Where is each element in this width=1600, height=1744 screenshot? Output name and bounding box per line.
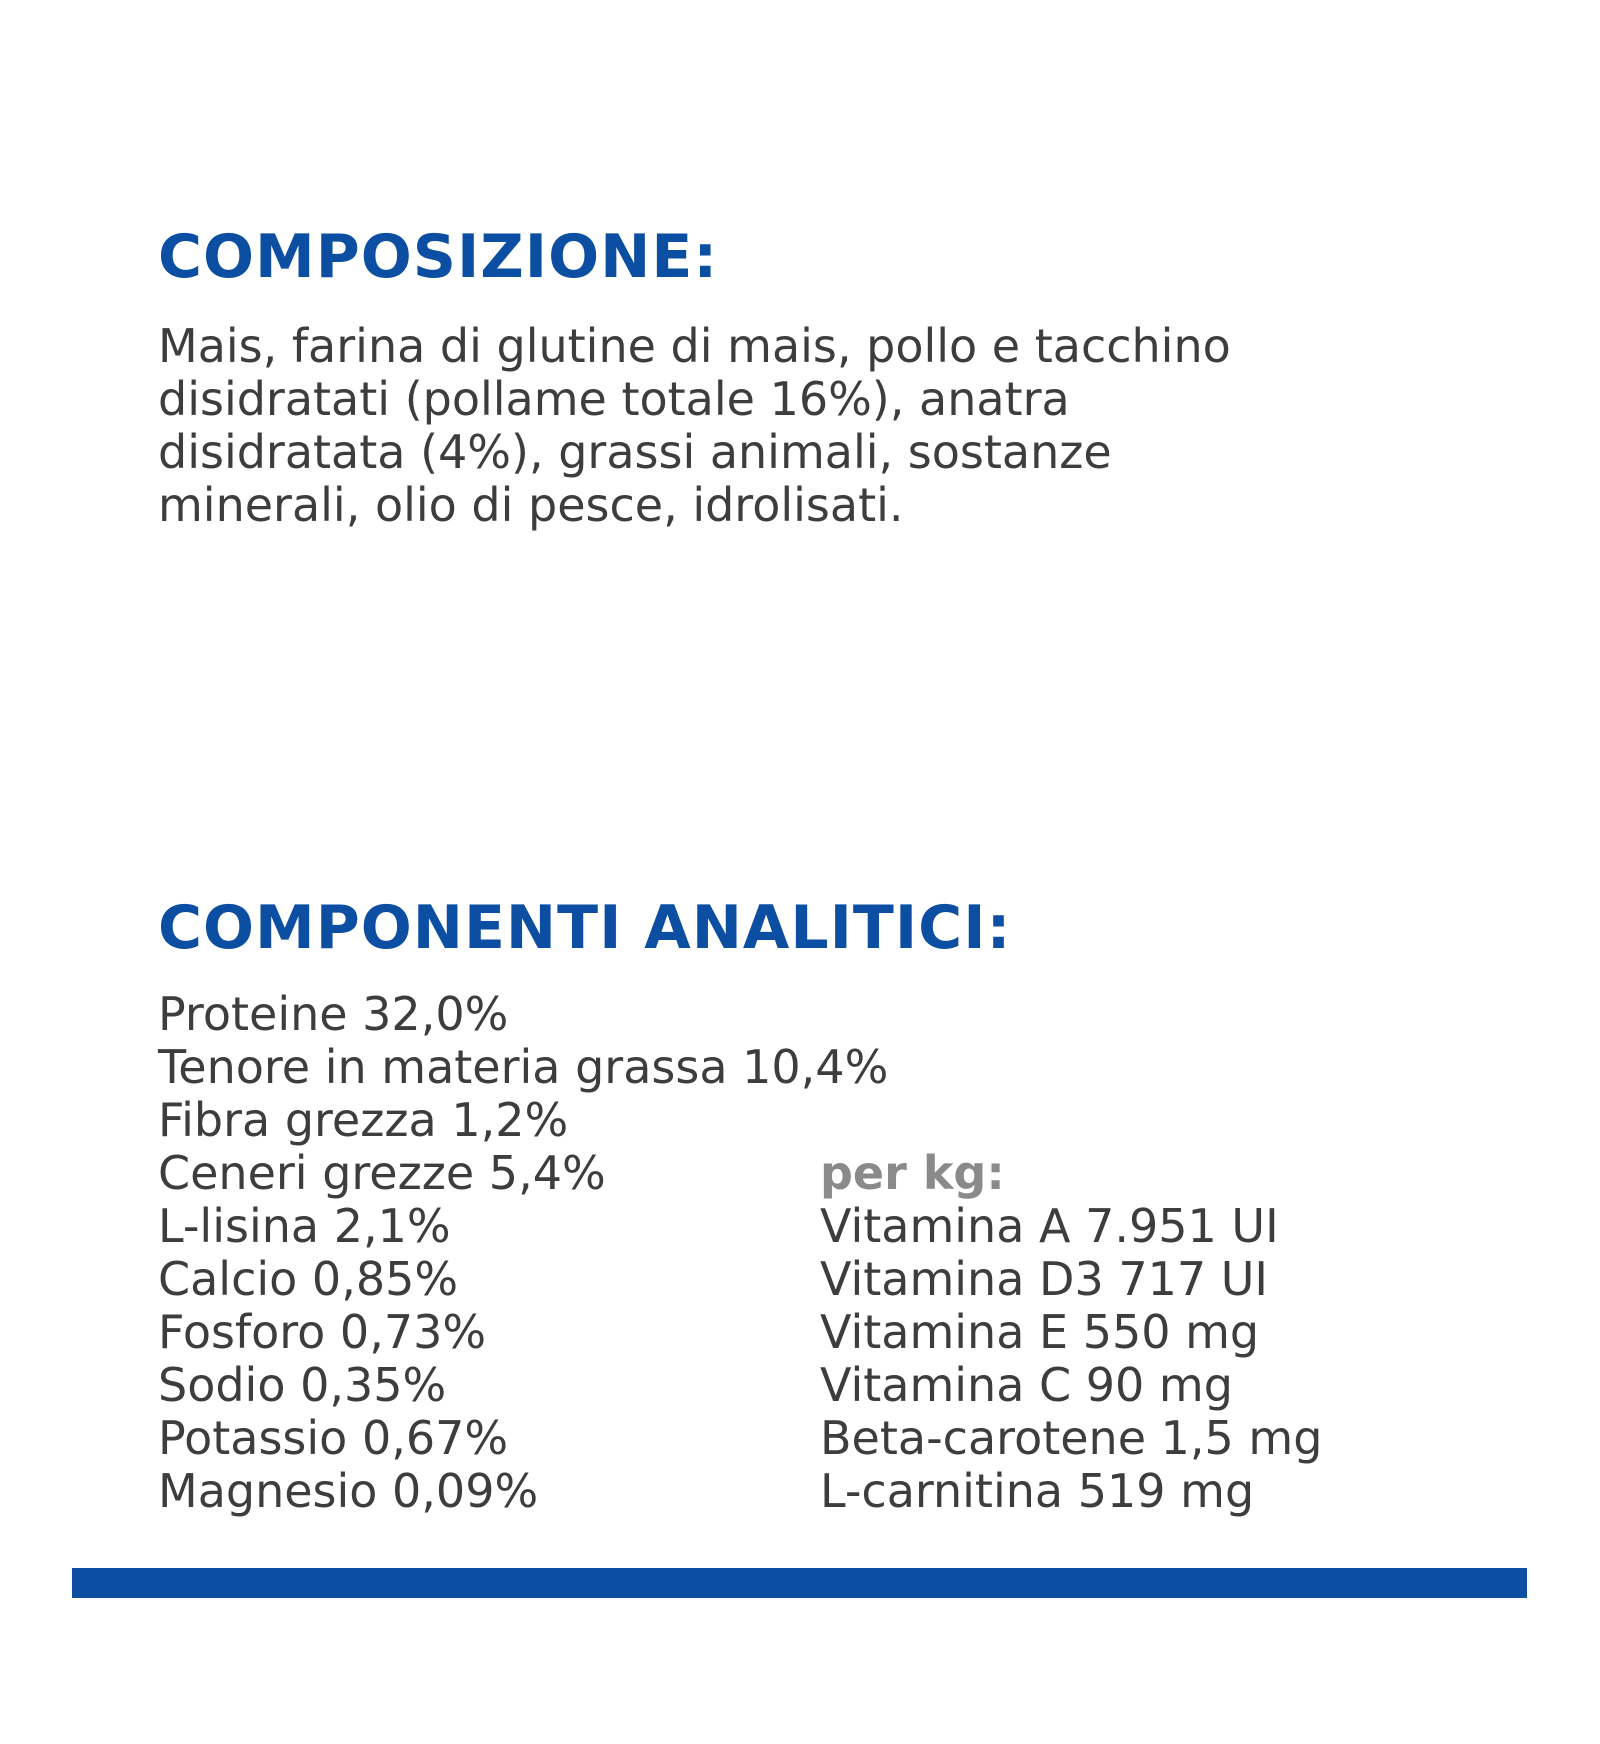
analytical-component-item: Ceneri grezze 5,4% — [158, 1146, 606, 1200]
per-kg-list — [820, 1147, 1322, 1518]
per-kg-label: per kg: — [820, 1146, 1005, 1200]
vitamin-item: Vitamina C 90 mg — [820, 1358, 1233, 1412]
footer-divider-bar — [72, 1568, 1527, 1598]
analytical-component-item: Magnesio 0,09% — [158, 1464, 539, 1518]
vitamin-item: Vitamina E 550 mg — [820, 1305, 1260, 1359]
composizione-line: minerali, olio di pesce, idrolisati. — [158, 478, 904, 532]
composizione-line: disidratata (4%), grassi animali, sostanze — [158, 425, 1112, 479]
analytical-component-item: Potassio 0,67% — [158, 1411, 509, 1465]
vitamin-item: Beta-carotene 1,5 mg — [820, 1411, 1323, 1465]
analytical-component-item: Proteine 32,0% — [158, 987, 509, 1041]
analytical-component-item: Calcio 0,85% — [158, 1252, 459, 1306]
vitamin-item: L-carnitina 519 mg — [820, 1464, 1255, 1518]
analytical-component-item: Fibra grezza 1,2% — [158, 1093, 569, 1147]
analytical-component-item: Fosforo 0,73% — [158, 1305, 487, 1359]
analytical-component-item: L-lisina 2,1% — [158, 1199, 451, 1253]
analytical-components-list — [158, 988, 888, 1518]
composizione-text — [158, 320, 1408, 532]
vitamin-item: Vitamina D3 717 UI — [820, 1252, 1268, 1306]
composizione-line: Mais, farina di glutine di mais, pollo e tacchino — [158, 319, 1231, 373]
componenti-analitici-heading: COMPONENTI ANALITICI: — [158, 893, 1012, 963]
vitamin-item: Vitamina A 7.951 UI — [820, 1199, 1279, 1253]
analytical-component-item: Sodio 0,35% — [158, 1358, 447, 1412]
composizione-line: disidratati (pollame totale 16%), anatra — [158, 372, 1070, 426]
composizione-heading: COMPOSIZIONE: — [158, 222, 719, 292]
analytical-component-item: Tenore in materia grassa 10,4% — [158, 1040, 889, 1094]
